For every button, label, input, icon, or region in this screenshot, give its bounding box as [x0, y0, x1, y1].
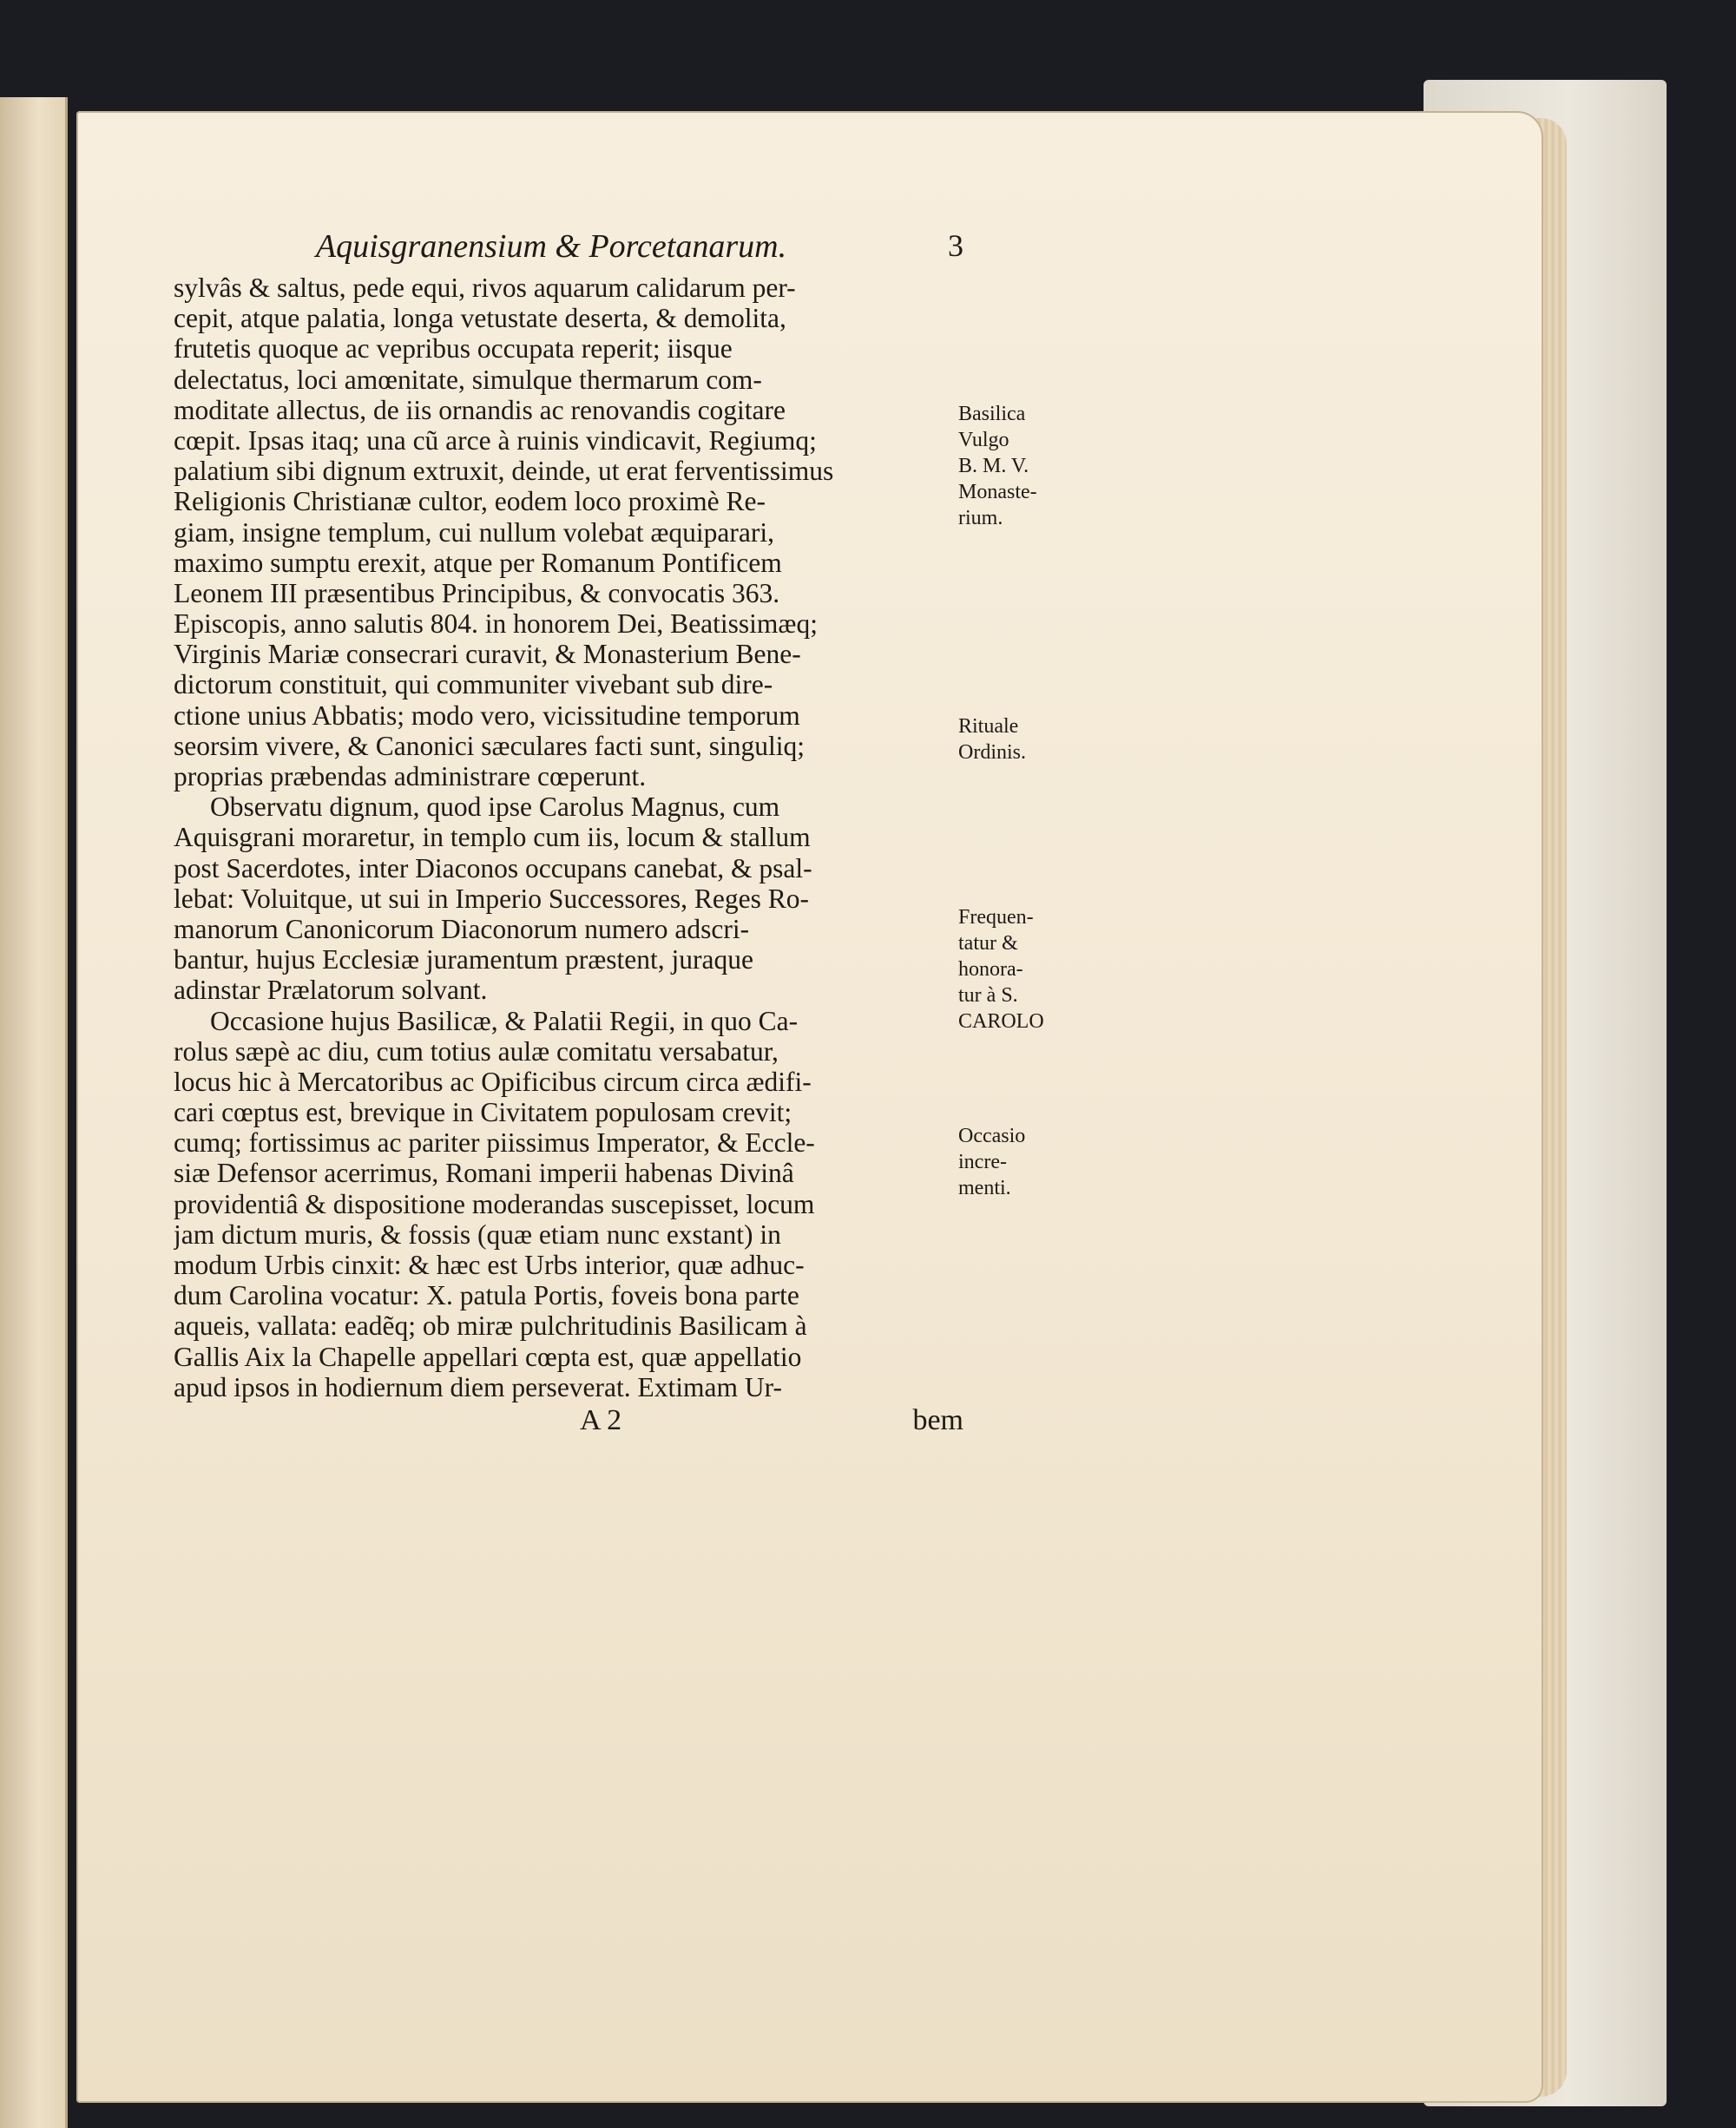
- text-line: maximo sumptu erexit, atque per Romanum Pontificem: [174, 547, 782, 578]
- note-line: menti.: [958, 1177, 1011, 1199]
- text-line: Aquisgrani moraretur, in templo cum iis, locum & stallum: [174, 822, 811, 853]
- folio-number: 3: [948, 228, 963, 263]
- text-line: Gallis Aix la Chapelle appellari cœpta est, quæ appellatio: [174, 1341, 802, 1372]
- text-line: bantur, hujus Ecclesiæ juramentum præstent, juraque: [174, 944, 753, 975]
- text-block: [174, 227, 963, 1439]
- text-line: sylvâs & saltus, pede equi, rivos aquarum calidarum per-: [174, 273, 796, 303]
- text-line: seorsim vivere, & Canonici sæculares facti sunt, singuliq;: [174, 730, 805, 761]
- paragraph-start-line: Observatu dignum, quod ipse Carolus Magnus, cum: [210, 791, 780, 823]
- paragraph-start-line: Occasione hujus Basilicæ, & Palatii Regii, in quo Ca-: [210, 1005, 799, 1036]
- running-title: Aquisgranensium & Porcetanarum.: [315, 228, 787, 265]
- note-line: honora-: [958, 958, 1023, 981]
- text-line: cari cœptus est, brevique in Civitatem populosam crevit;: [174, 1097, 792, 1128]
- text-line: manorum Canonicorum Diaconorum numero adscri-: [174, 913, 750, 944]
- text-line: proprias præbendas administrare cœperunt.: [174, 761, 647, 791]
- running-header: [174, 227, 963, 273]
- note-line: tatur &: [958, 932, 1018, 955]
- text-line: cœpit. Ipsas itaq; una cũ arce à ruinis vindicavit, Regiumq;: [174, 424, 817, 456]
- text-line: Episcopis, anno salutis 804. in honorem Dei, Beatissimæq;: [174, 608, 818, 640]
- text-line: cumq; fortissimus ac pariter piissimus Imperator, & Eccle-: [174, 1127, 815, 1159]
- text-line: apud ipsos in hodiernum diem perseverat. Extimam Ur-: [174, 1371, 782, 1402]
- text-line: jam dictum muris, & fossis (quæ etiam nunc exstant) in: [174, 1218, 781, 1250]
- note-line: tur à S.: [958, 984, 1018, 1007]
- note-line: incre-: [958, 1151, 1007, 1173]
- text-line: ctione unius Abbatis; modo vero, vicissitudine temporum: [174, 699, 800, 731]
- text-line: giam, insigne templum, cui nullum volebat æquiparari,: [174, 516, 775, 548]
- body-text: [174, 273, 963, 1402]
- text-line: Virginis Mariæ consecrari curavit, & Monasterium Bene-: [174, 639, 801, 670]
- text-line: moditate allectus, de iis ornandis ac renovandis cogitare: [174, 394, 786, 425]
- text-line: siæ Defensor acerrimus, Romani imperii habenas Divinâ: [174, 1158, 794, 1189]
- note-line: Monaste-: [958, 481, 1037, 503]
- text-line: Religionis Christianæ cultor, eodem loco proximè Re-: [174, 486, 766, 517]
- note-line: Ordinis.: [958, 741, 1026, 764]
- marginal-note-occasio: [958, 1123, 1071, 1201]
- note-line: Basilica: [958, 403, 1026, 425]
- marginal-note-frequentatur: [958, 904, 1071, 1034]
- text-line: providentiâ & dispositione moderandas suscepisset, locum: [174, 1188, 815, 1219]
- note-line: B. M. V.: [958, 455, 1029, 477]
- catchword: bem: [912, 1403, 963, 1436]
- page-footer: [174, 1404, 963, 1439]
- text-line: dictorum constituit, qui communiter vivebant sub dire-: [174, 669, 773, 700]
- facing-page-edge: [0, 97, 68, 2128]
- text-line: post Sacerdotes, inter Diaconos occupans canebat, & psal-: [174, 852, 812, 883]
- text-line: aqueis, vallata: eadẽq; ob miræ pulchritudinis Basilicam à: [174, 1310, 807, 1342]
- text-line: locus hic à Mercatoribus ac Opificibus circum circa ædifi-: [174, 1066, 812, 1097]
- text-line: modum Urbis cinxit: & hæc est Urbs interior, quæ adhuc-: [174, 1250, 805, 1280]
- text-line: rolus sæpè ac diu, cum totius aulæ comitatu versabatur,: [174, 1035, 779, 1067]
- note-line: Rituale: [958, 715, 1019, 738]
- marginal-note-basilica: [958, 401, 1071, 531]
- note-line: Frequen-: [958, 906, 1034, 929]
- text-line: palatium sibi dignum extruxit, deinde, ut erat ferventissimus: [174, 456, 834, 487]
- text-line: delectatus, loci amœnitate, simulque thermarum com-: [174, 364, 762, 395]
- text-line: adinstar Prælatorum solvant.: [174, 975, 488, 1006]
- text-line: lebat: Voluitque, ut sui in Imperio Successores, Reges Ro-: [174, 883, 809, 914]
- note-line: Vulgo: [958, 429, 1009, 451]
- signature-mark: A 2: [580, 1403, 622, 1436]
- text-line: Leonem III præsentibus Principibus, & convocatis 363.: [174, 577, 780, 608]
- marginal-note-rituale: [958, 713, 1071, 765]
- note-line: CAROLO: [958, 1010, 1044, 1033]
- note-line: Occasio: [958, 1125, 1026, 1147]
- text-line: cepit, atque palatia, longa vetustate deserta, & demolita,: [174, 303, 786, 334]
- note-line: rium.: [958, 507, 1003, 529]
- text-line: frutetis quoque ac vepribus occupata reperit; iisque: [174, 333, 733, 365]
- text-line: dum Carolina vocatur: X. patula Portis, foveis bona parte: [174, 1280, 799, 1311]
